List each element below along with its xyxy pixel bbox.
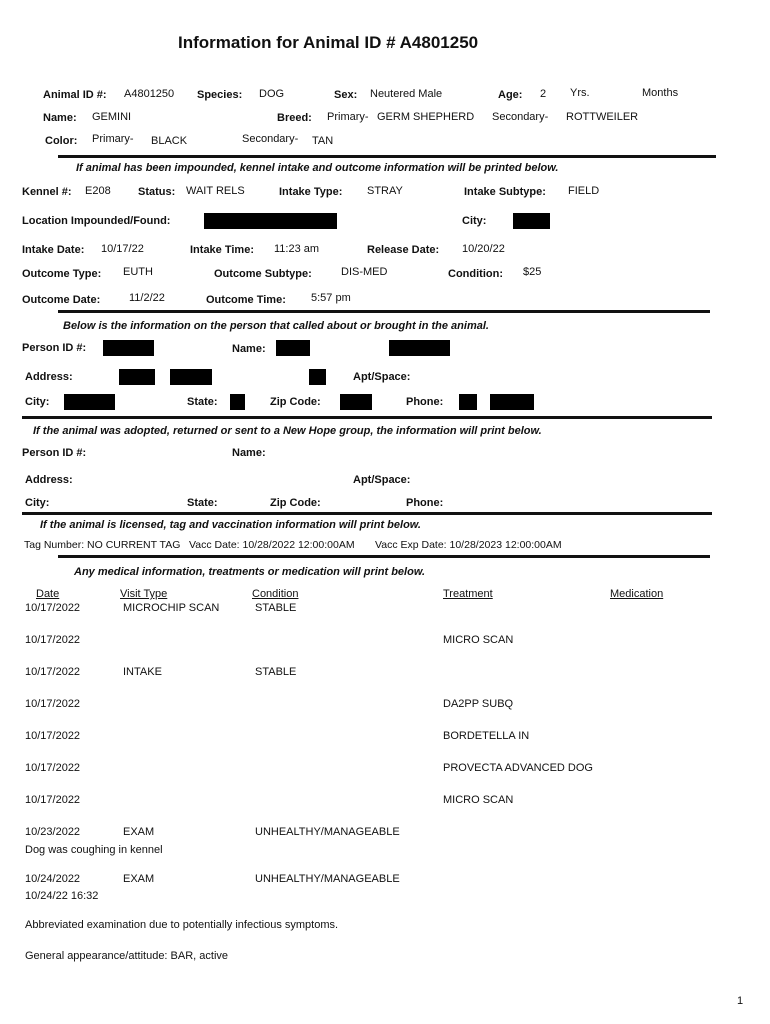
breed-primary-value: GERM SHEPHERD bbox=[377, 111, 475, 123]
color-label: Color: bbox=[45, 135, 78, 147]
med-row-5-treatment: BORDETELLA IN bbox=[443, 730, 530, 742]
adopter-divider bbox=[22, 416, 712, 419]
intake-subtype-value: FIELD bbox=[568, 185, 600, 197]
caller-state-label: State: bbox=[187, 396, 218, 408]
outcome-subtype-value: DIS-MED bbox=[341, 266, 388, 278]
species-label: Species: bbox=[197, 89, 243, 101]
adopter-name-label: Name: bbox=[232, 447, 266, 459]
col-date-header: Date bbox=[36, 588, 60, 600]
redacted-caller-name-1 bbox=[276, 340, 310, 356]
adopter-address-label: Address: bbox=[25, 474, 73, 486]
age-value: 2 bbox=[540, 88, 547, 100]
kennel-label: Kennel #: bbox=[22, 186, 72, 198]
med-row-7-treatment: MICRO SCAN bbox=[443, 794, 514, 806]
med-row-4-date: 10/17/2022 bbox=[25, 698, 81, 710]
intake-date-value: 10/17/22 bbox=[101, 243, 144, 255]
col-medication-header: Medication bbox=[610, 588, 664, 600]
name-label: Name: bbox=[43, 112, 77, 124]
intake-type-value: STRAY bbox=[367, 185, 403, 197]
med-row-3-date: 10/17/2022 bbox=[25, 666, 81, 678]
med-row-8-date: 10/23/2022 bbox=[25, 826, 81, 838]
caller-zip-label: Zip Code: bbox=[270, 396, 321, 408]
breed-label: Breed: bbox=[277, 112, 312, 124]
name-value: GEMINI bbox=[92, 111, 132, 123]
med-row-3-visit: INTAKE bbox=[123, 666, 162, 678]
caller-apt-label: Apt/Space: bbox=[353, 371, 411, 383]
adopter-city-label: City: bbox=[25, 497, 50, 509]
impound-header: If animal has been impounded, kennel intake and outcome information will be printed below. bbox=[76, 162, 559, 174]
color-primary-label: Primary- bbox=[92, 133, 134, 145]
page-title: Information for Animal ID # A4801250 bbox=[178, 33, 479, 52]
adopter-phone-label: Phone: bbox=[406, 497, 444, 509]
medical-header: Any medical information, treatments or medication will print below. bbox=[74, 566, 426, 578]
impound-divider bbox=[58, 155, 716, 158]
med-row-6-treatment: PROVECTA ADVANCED DOG bbox=[443, 762, 593, 774]
redacted-location bbox=[204, 213, 337, 229]
condition-value: $25 bbox=[523, 266, 542, 278]
med-note-coughing: Dog was coughing in kennel bbox=[25, 844, 163, 856]
species-value: DOG bbox=[259, 88, 285, 100]
adopter-person-id-label: Person ID #: bbox=[22, 447, 87, 459]
animal-id-value: A4801250 bbox=[124, 88, 175, 100]
animal-id-label: Animal ID #: bbox=[43, 89, 107, 101]
breed-secondary-label: Secondary- bbox=[492, 111, 549, 123]
med-row-9-visit: EXAM bbox=[123, 873, 155, 885]
med-row-9-condition: UNHEALTHY/MANAGEABLE bbox=[255, 873, 400, 885]
med-row-7-date: 10/17/2022 bbox=[25, 794, 81, 806]
vacc-exp-date: Vacc Exp Date: 10/28/2023 12:00:00AM bbox=[375, 539, 562, 551]
condition-label: Condition: bbox=[448, 268, 503, 280]
col-treatment-header: Treatment bbox=[443, 588, 493, 600]
redacted-address-2 bbox=[170, 369, 212, 385]
redacted-caller-city bbox=[64, 394, 115, 410]
outcome-date-value: 11/2/22 bbox=[129, 292, 165, 304]
med-row-8-visit: EXAM bbox=[123, 826, 155, 838]
outcome-type-label: Outcome Type: bbox=[22, 268, 102, 280]
status-label: Status: bbox=[138, 186, 176, 198]
col-condition-header: Condition bbox=[252, 588, 299, 600]
sex-label: Sex: bbox=[334, 89, 358, 101]
adopter-state-label: State: bbox=[187, 497, 218, 509]
med-row-1-condition: STABLE bbox=[255, 602, 297, 614]
adopter-zip-label: Zip Code: bbox=[270, 497, 321, 509]
breed-secondary-value: ROTTWEILER bbox=[566, 111, 639, 123]
adopter-apt-label: Apt/Space: bbox=[353, 474, 411, 486]
color-secondary-label: Secondary- bbox=[242, 133, 299, 145]
med-row-4-treatment: DA2PP SUBQ bbox=[443, 698, 514, 710]
redacted-caller-name-2 bbox=[389, 340, 450, 356]
med-row-9-date: 10/24/2022 bbox=[25, 873, 81, 885]
med-note-abbreviated: Abbreviated examination due to potentially infectious symptoms. bbox=[25, 919, 339, 931]
caller-header: Below is the information on the person that called about or brought in the animal. bbox=[63, 320, 489, 332]
release-date-value: 10/20/22 bbox=[462, 243, 505, 255]
redacted-caller-phone-1 bbox=[459, 394, 477, 410]
redacted-address-1 bbox=[119, 369, 155, 385]
outcome-subtype-label: Outcome Subtype: bbox=[214, 268, 312, 280]
med-row-2-treatment: MICRO SCAN bbox=[443, 634, 514, 646]
caller-divider bbox=[58, 310, 710, 313]
age-label: Age: bbox=[498, 89, 523, 101]
med-row-1-visit: MICROCHIP SCAN bbox=[123, 602, 220, 614]
intake-time-value: 11:23 am bbox=[274, 243, 320, 255]
license-header: If the animal is licensed, tag and vaccination information will print below. bbox=[40, 519, 421, 531]
med-row-3-condition: STABLE bbox=[255, 666, 297, 678]
tag-number: Tag Number: NO CURRENT TAG bbox=[24, 539, 181, 551]
age-years-unit: Yrs. bbox=[570, 87, 590, 99]
outcome-time-label: Outcome Time: bbox=[206, 294, 286, 306]
intake-type-label: Intake Type: bbox=[279, 186, 343, 198]
caller-name-label: Name: bbox=[232, 343, 266, 355]
redacted-caller-id bbox=[103, 340, 154, 356]
breed-primary-label: Primary- bbox=[327, 111, 369, 123]
intake-date-label: Intake Date: bbox=[22, 244, 85, 256]
page-number: 1 bbox=[737, 995, 744, 1007]
color-secondary-value: TAN bbox=[312, 135, 334, 147]
redacted-caller-zip bbox=[340, 394, 372, 410]
caller-person-id-label: Person ID #: bbox=[22, 342, 87, 354]
med-row-6-date: 10/17/2022 bbox=[25, 762, 81, 774]
outcome-type-value: EUTH bbox=[123, 266, 153, 278]
status-value: WAIT RELS bbox=[186, 185, 245, 197]
release-date-label: Release Date: bbox=[367, 244, 440, 256]
intake-time-label: Intake Time: bbox=[190, 244, 254, 256]
outcome-time-value: 5:57 pm bbox=[311, 292, 351, 304]
location-label: Location Impounded/Found: bbox=[22, 215, 171, 227]
color-primary-value: BLACK bbox=[151, 135, 188, 147]
col-visit-header: Visit Type bbox=[120, 588, 168, 600]
caller-address-label: Address: bbox=[25, 371, 73, 383]
med-row-8-condition: UNHEALTHY/MANAGEABLE bbox=[255, 826, 400, 838]
med-row-1-date: 10/17/2022 bbox=[25, 602, 81, 614]
redacted-caller-state bbox=[230, 394, 245, 410]
impound-city-label: City: bbox=[462, 215, 487, 227]
kennel-value: E208 bbox=[85, 185, 111, 197]
redacted-impound-city bbox=[513, 213, 550, 229]
med-note-appearance: General appearance/attitude: BAR, active bbox=[25, 950, 229, 962]
caller-city-label: City: bbox=[25, 396, 50, 408]
intake-subtype-label: Intake Subtype: bbox=[464, 186, 546, 198]
redacted-caller-phone-2 bbox=[490, 394, 534, 410]
med-note-timestamp: 10/24/22 16:32 bbox=[25, 890, 99, 902]
adopter-header: If the animal was adopted, returned or sent to a New Hope group, the information will print below. bbox=[33, 425, 542, 437]
outcome-date-label: Outcome Date: bbox=[22, 294, 101, 306]
medical-divider bbox=[58, 555, 710, 558]
vacc-date: Vacc Date: 10/28/2022 12:00:00AM bbox=[189, 539, 355, 551]
sex-value: Neutered Male bbox=[370, 88, 443, 100]
caller-phone-label: Phone: bbox=[406, 396, 444, 408]
redacted-address-3 bbox=[309, 369, 326, 385]
license-divider bbox=[22, 512, 712, 515]
age-months-unit: Months bbox=[642, 87, 679, 99]
med-row-2-date: 10/17/2022 bbox=[25, 634, 81, 646]
med-row-5-date: 10/17/2022 bbox=[25, 730, 81, 742]
